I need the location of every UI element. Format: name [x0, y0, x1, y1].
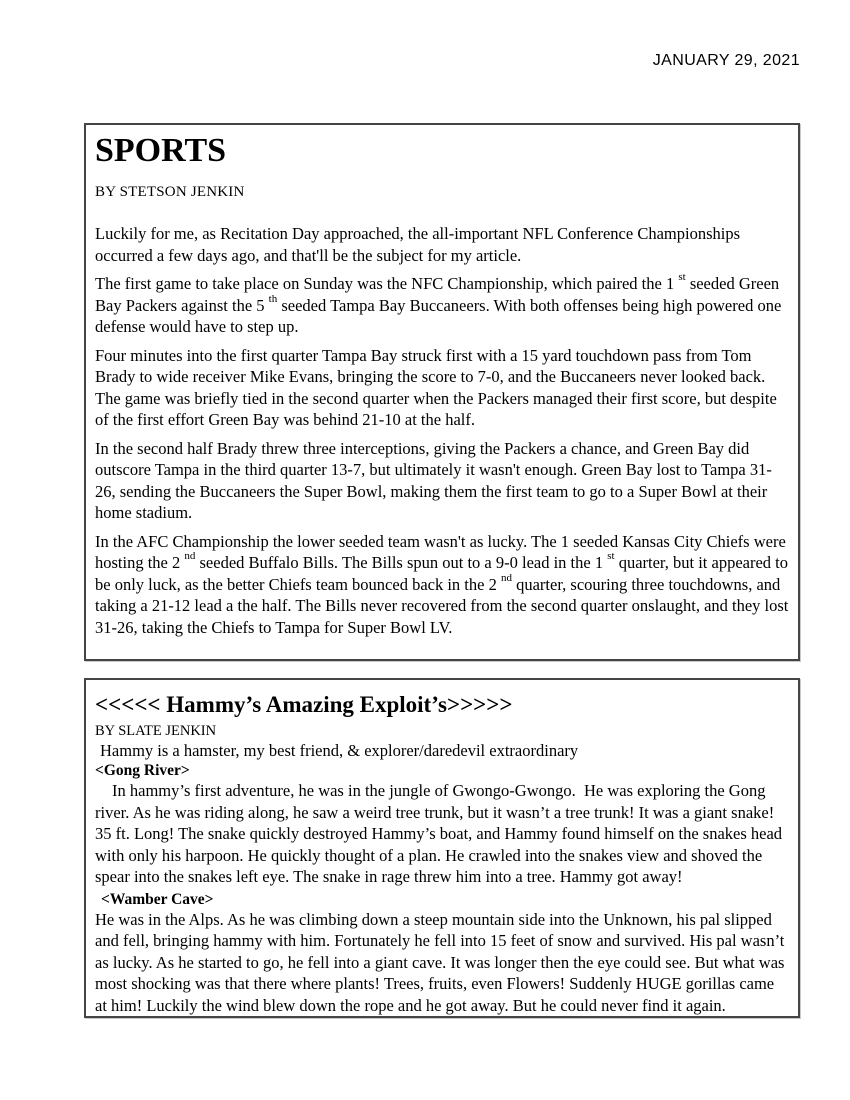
hammy-title: <<<<< Hammy’s Amazing Exploit’s>>>>> [95, 692, 513, 717]
article-paragraph [95, 909, 789, 1017]
article-paragraph [95, 780, 789, 888]
hammy-article-box [84, 678, 800, 1018]
text-run: He was in the Alps. As he was climbing down a steep mountain side into the Unknown, his pal slipped and fell, bringing hammy with him. Fortunately he fell into 15 feet of snow and survived. His pal wasn’t as lucky. As he started to go, he fell into a giant cave. It was longer then the eye could see. But what was most shocking was that there where plants! Trees, fruits, even Flowers! Suddenly HUGE gorillas came at him! Luckily the wind blew down the rope and he got away. But he could never find it again. [95, 909, 789, 1015]
text-run: quarter, scouring three touchdowns, and taking a 21-12 lead a the half. The Bills never recovered from the second quarter onslaught, and they lost 31-26, taking the Chiefs to Tampa for Super Bowl LV. [95, 574, 793, 637]
text-run: Four minutes into the first quarter Tampa Bay struck first with a 15 yard touchdown pass from Tom Brady to wide receiver Mike Evans, bringing the score to 7-0, and the Buccaneers never looked back. The game was briefly tied in the second quarter when the Packers managed their first score, but despite of the first effort Green Bay was behind 21-10 at the half. [95, 345, 781, 429]
text-run: In hammy’s first adventure, he was in the jungle of Gwongo-Gwongo. He was exploring the Gong river. As he was riding along, he saw a weird tree trunk, but it wasn’t a tree trunk! It was a giant snake! 35 ft. Long! The snake quickly destroyed Hammy’s boat, and Hammy found himself on the snakes head with only his harpoon. He quickly thought of a plan. He crawled into the snakes view and shoved the spear into the snakes left eye. The snake in rage threw him into a tree. Hammy got away! [95, 781, 787, 886]
ordinal-superscript: nd [184, 550, 196, 562]
hammy-section-wamber-cave [95, 890, 789, 1017]
sports-article-body [95, 223, 793, 638]
hammy-section-gong-river [95, 761, 789, 888]
text-run: seeded Green Bay Packers against the 5 [95, 274, 784, 315]
text-run: In the AFC Championship the lower seeded team wasn't as lucky. The 1 seeded Kansas City Chiefs were hosting the 2 [95, 531, 790, 572]
hammy-byline: BY SLATE JENKIN [95, 723, 217, 739]
hammy-intro: Hammy is a hamster, my best friend, & explorer/daredevil extraordinary [100, 741, 579, 760]
ordinal-superscript: st [678, 271, 686, 283]
article-paragraph [95, 345, 789, 431]
gong-river-heading: <Gong River> [95, 762, 190, 779]
article-paragraph [95, 438, 789, 524]
date-header: JANUARY 29, 2021 [652, 52, 800, 69]
wamber-cave-heading: <Wamber Cave> [101, 890, 214, 908]
sports-title: SPORTS [95, 132, 227, 169]
sports-byline: BY STETSON JENKIN [95, 184, 245, 200]
article-paragraph [95, 273, 789, 338]
gong-river-body [95, 780, 789, 888]
wamber-cave-body [95, 909, 789, 1017]
text-run: The first game to take place on Sunday was the NFC Championship, which paired the 1 [95, 274, 679, 293]
article-paragraph [95, 223, 789, 266]
text-run: quarter, but it appeared to be only luck, as the better Chiefs team bounced back in the 2 [95, 553, 793, 594]
ordinal-superscript: st [607, 550, 615, 562]
text-run: Luckily for me, as Recitation Day approached, the all-important NFL Conference Championships occurred a few days ago, and that'll be the subject for my article. [95, 224, 745, 265]
ordinal-superscript: nd [500, 571, 512, 584]
text-run: seeded Buffalo Bills. The Bills spun out to a 9-0 lead in the 1 [195, 553, 608, 572]
text-run: seeded Tampa Bay Buccaneers. With both offenses being high powered one defense would have to step up. [95, 295, 786, 336]
ordinal-superscript: th [268, 292, 278, 305]
article-paragraph [95, 531, 793, 639]
text-run: In the second half Brady threw three interceptions, giving the Packers a chance, and Green Bay did outscore Tampa in the third quarter 13-7, but ultimately it wasn't enough. Green Bay lost to Tampa 31-26, sending the Buccaneers the Super Bowl, making them the first team to go to a Super Bowl at their home stadium. [95, 438, 772, 522]
sports-article-box [84, 123, 800, 661]
